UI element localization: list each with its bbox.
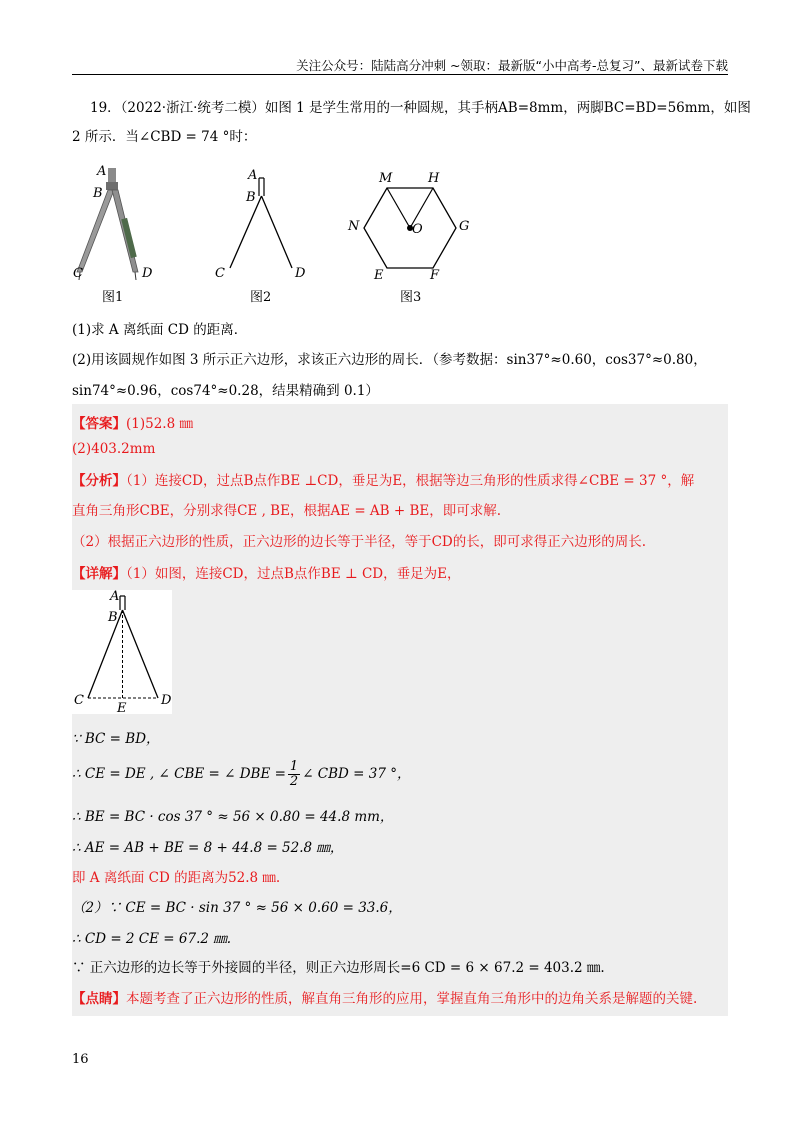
analysis-1a-text: （1）连接CD，过点B点作BE ⊥CD，垂足为E，根据等边三角形的性质求得∠CBE = 37 °，解 [126, 473, 695, 489]
comment [72, 987, 697, 1007]
figure-3-hexagon [360, 180, 460, 280]
fig2-caption: 图2 [250, 290, 272, 305]
detail-1-text: （1）如图，连接CD，过点B点作BE ⊥ CD，垂足为E， [126, 566, 461, 582]
question-line-1: 19．（2022·浙江·统考二模）如图 1 是学生常用的一种圆规，其手柄AB=8mm，两脚BC=BD=56mm，如图 [90, 100, 751, 116]
fig4-label-E: E [117, 701, 127, 716]
step-2 [72, 760, 411, 789]
answer-1-text: (1)52.8 ㎜ [126, 416, 193, 432]
comment-tag: 【点睛】 [72, 991, 126, 1007]
fig2-label-B: B [246, 190, 256, 205]
fig1-label-C: C [73, 266, 83, 281]
fraction-denominator: 2 [289, 774, 299, 789]
page-header: 关注公众号：陆陆高分冲刺 ~领取：最新版“小中高考-总复习”、最新试卷下载 [296, 58, 728, 73]
fig2-label-A: A [248, 168, 258, 183]
step-4: ∴ AE = AB + BE = 8 + 44.8 = 52.8 ㎜， [72, 840, 344, 856]
question-line-2: 2 所示．当∠CBD = 74 °时： [72, 129, 257, 145]
step-2-left: ∴ CE = DE , ∠ CBE = ∠ DBE = [72, 766, 286, 782]
fig3-label-H: H [428, 171, 440, 186]
fig1-label-B: B [93, 186, 103, 201]
fig3-label-E: E [374, 268, 384, 283]
fig3-label-O: O [412, 222, 423, 237]
fig4-label-D: D [161, 693, 172, 708]
comment-text: 本题考查了正六边形的性质，解直角三角形的应用，掌握直角三角形中的边角关系是解题的关键. [126, 991, 698, 1007]
fig2-label-C: C [215, 266, 225, 281]
fig3-caption: 图3 [400, 290, 422, 305]
fig1-label-A: A [97, 164, 107, 179]
answer-tag: 【答案】 [72, 416, 126, 432]
analysis-2: （2）根据正六边形的性质，正六边形的边长等于半径，等于CD的长，即可求得正六边形的周长. [72, 534, 647, 550]
figure-4-construction [72, 590, 172, 714]
page-number: 16 [72, 1052, 89, 1067]
question-part-1: (1)求 A 离纸面 CD 的距离． [72, 322, 248, 338]
step-8: ∵ 正六边形的边长等于外接圆的半径，则正六边形周长=6 CD = 6 × 67.2 = 403.2 ㎜. [72, 960, 605, 976]
fig1-label-D: D [142, 266, 153, 281]
analysis-1b: 直角三角形CBE，分别求得CE , BE，根据AE = AB + BE，即可求解. [72, 503, 502, 519]
step-3: ∴ BE = BC · cos 37 ° ≈ 56 × 0.80 = 44.8 mm， [72, 809, 394, 825]
fig3-label-N: N [348, 219, 360, 234]
figure-2-compass-diagram [222, 170, 302, 280]
step-7: ∴ CD = 2 CE = 67.2 ㎜. [72, 931, 232, 947]
step-5: 即 A 离纸面 CD 的距离为52.8 ㎜. [72, 870, 281, 886]
step-2-right: ∠ CBD = 37 °， [302, 766, 411, 782]
answer-2: (2)403.2mm [72, 441, 156, 457]
analysis-tag: 【分析】 [72, 473, 126, 489]
fig2-label-D: D [295, 266, 306, 281]
header-rule [72, 74, 728, 75]
analysis-1a [72, 469, 694, 489]
fraction-one-half [288, 760, 300, 789]
step-1: ∵ BC = BD， [72, 731, 160, 747]
detail-1 [72, 562, 460, 582]
question-part-2-continued: sin74°≈0.96，cos74°≈0.28，结果精确到 0.1） [72, 383, 379, 399]
fraction-numerator: 1 [289, 759, 299, 774]
question-part-2: (2)用该圆规作如图 3 所示正六边形，求该正六边形的周长．（参考数据：sin37°≈0.60，cos37°≈0.80， [72, 352, 707, 368]
fig3-label-M: M [379, 171, 393, 186]
fig1-caption: 图1 [102, 290, 124, 305]
step-6: （2）∵ CE = BC · sin 37 ° ≈ 56 × 0.60 = 33.6， [72, 900, 402, 916]
detail-tag: 【详解】 [72, 566, 126, 582]
fig4-label-B: B [108, 610, 118, 625]
fig4-label-C: C [74, 693, 84, 708]
answer-1 [72, 412, 193, 432]
fig3-label-F: F [430, 268, 440, 283]
fig3-label-G: G [459, 219, 470, 234]
fig4-label-A: A [110, 589, 120, 604]
